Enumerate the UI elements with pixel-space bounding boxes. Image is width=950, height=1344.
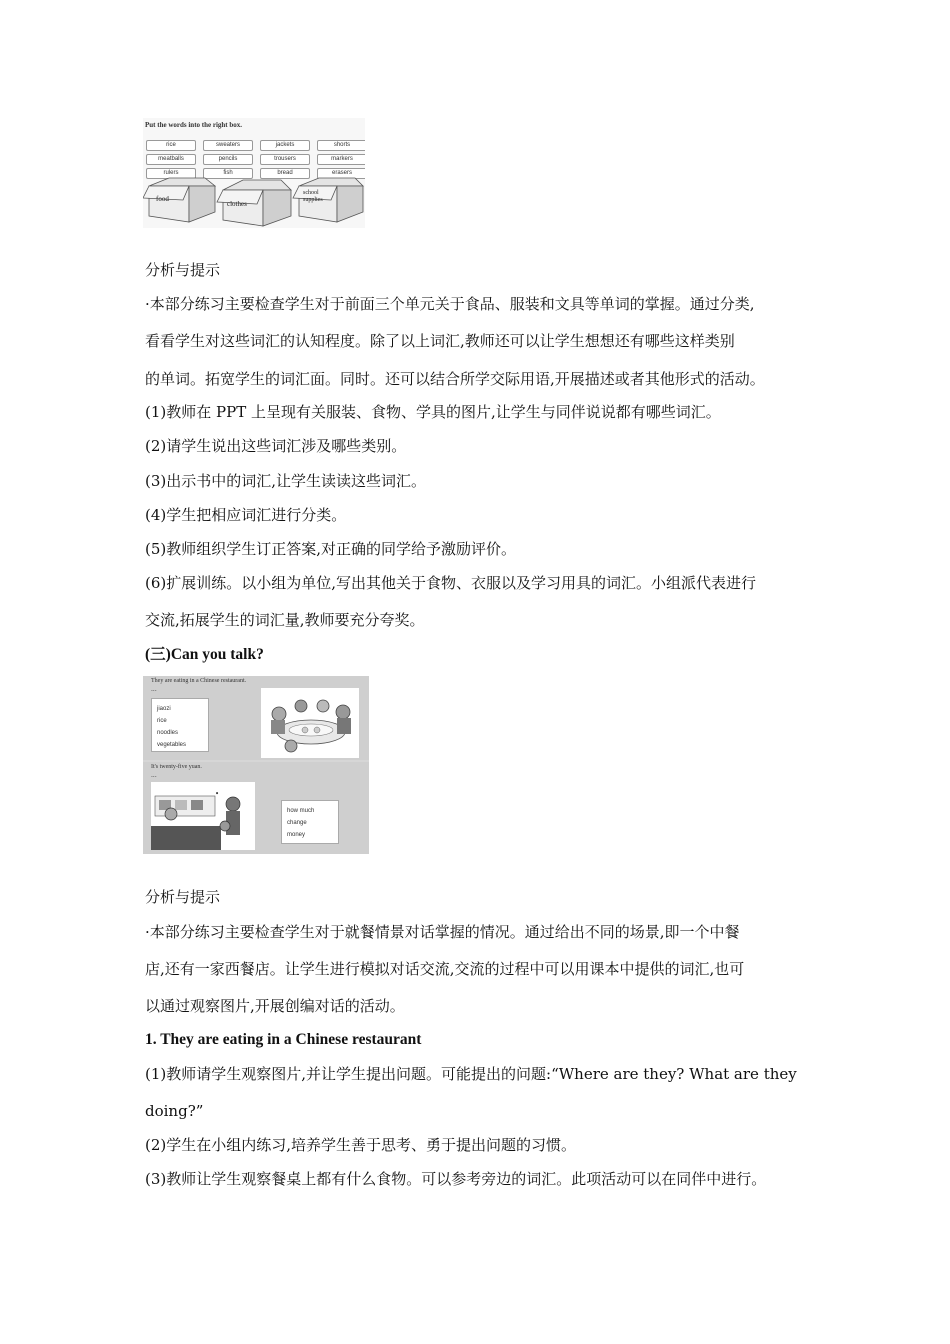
paragraph-line: 以通过观察图片,开展创编对话的活动。 bbox=[145, 997, 405, 1015]
word-item: money bbox=[287, 832, 306, 838]
word-card: pencils bbox=[203, 154, 253, 165]
step-item: (4)学生把相应词汇进行分类。 bbox=[145, 506, 347, 524]
shop-panel bbox=[143, 762, 369, 854]
word-item: vegetables bbox=[157, 742, 187, 748]
word-item: how much bbox=[287, 808, 315, 814]
food-word-list bbox=[151, 698, 209, 752]
box-label-supplies: supplies bbox=[303, 197, 323, 203]
cardboard-boxes-illustration bbox=[143, 176, 365, 228]
step-item: (1)教师请学生观察图片,并让学生提出问题。可能提出的问题:“Where are they? What are they bbox=[145, 1065, 797, 1083]
word-card: trousers bbox=[260, 154, 310, 165]
paragraph-line: 交流,拓展学生的词汇量,教师要充分夸奖。 bbox=[145, 611, 425, 629]
shopping-word-list bbox=[281, 800, 339, 844]
word-card: sweaters bbox=[203, 140, 253, 151]
word-card: rice bbox=[146, 140, 196, 151]
word-grid bbox=[146, 140, 364, 179]
word-item: noodles bbox=[157, 730, 179, 736]
ellipsis: ... bbox=[151, 686, 157, 693]
word-card: erasers bbox=[317, 168, 365, 179]
box-label-clothes: clothes bbox=[227, 200, 247, 208]
word-card: rulers bbox=[146, 168, 196, 179]
word-item: jiaozi bbox=[157, 706, 171, 712]
step-item: doing?” bbox=[145, 1102, 204, 1120]
restaurant-scene-illustration bbox=[261, 688, 359, 758]
step-item: (3)出示书中的词汇,让学生读读这些词汇。 bbox=[145, 472, 427, 490]
can-you-talk-figure bbox=[143, 676, 369, 854]
svg-text:•: • bbox=[215, 790, 220, 798]
analysis-heading: 分析与提示 bbox=[145, 261, 221, 279]
word-card: jackets bbox=[260, 140, 310, 151]
word-card: markers bbox=[317, 154, 365, 165]
word-item: change bbox=[287, 820, 307, 826]
step-item: (5)教师组织学生订正答案,对正确的同学给予激励评价。 bbox=[145, 540, 517, 558]
step-item: (6)扩展训练。以小组为单位,写出其他关于食物、衣服以及学习用具的词汇。小组派代表进行 bbox=[145, 574, 757, 592]
section-title: (三)Can you talk? bbox=[145, 646, 264, 663]
restaurant-panel bbox=[143, 676, 369, 760]
step-item: (2)学生在小组内练习,培养学生善于思考、勇于提出问题的习惯。 bbox=[145, 1136, 577, 1154]
category-boxes bbox=[143, 176, 365, 228]
family-dinner-illustration bbox=[261, 688, 359, 758]
panel-title: It's twenty-five yuan. bbox=[151, 764, 202, 770]
word-card: meatballs bbox=[146, 154, 196, 165]
word-sorting-figure bbox=[143, 118, 365, 228]
cashier-counter-illustration bbox=[151, 782, 255, 850]
paragraph-line: 店,还有一家西餐店。让学生进行模拟对话交流,交流的过程中可以用课本中提供的词汇,也可 bbox=[145, 960, 745, 978]
word-card: fish bbox=[203, 168, 253, 179]
step-item: (2)请学生说出这些词汇涉及哪些类别。 bbox=[145, 437, 407, 455]
analysis-heading: 分析与提示 bbox=[145, 888, 221, 906]
paragraph-line: 看看学生对这些词汇的认知程度。除了以上词汇,教师还可以让学生想想还有哪些这样类别 bbox=[145, 332, 735, 350]
paragraph-line: 的单词。拓宽学生的词汇面。同时。还可以结合所学交际用语,开展描述或者其他形式的活动。 bbox=[145, 370, 765, 388]
step-item: (3)教师让学生观察餐桌上都有什么食物。可以参考旁边的词汇。此项活动可以在同伴中进行。 bbox=[145, 1170, 767, 1188]
subsection-title: 1. They are eating in a Chinese restaurant bbox=[145, 1031, 422, 1048]
ellipsis: ... bbox=[151, 772, 157, 779]
word-card: bread bbox=[260, 168, 310, 179]
panel-title: They are eating in a Chinese restaurant. bbox=[151, 678, 247, 684]
figure-title: Put the words into the right box. bbox=[145, 121, 243, 129]
word-card: shorts bbox=[317, 140, 365, 151]
shop-scene-illustration bbox=[151, 782, 255, 850]
box-label-food: food bbox=[156, 195, 169, 203]
paragraph-line: ·本部分练习主要检查学生对于就餐情景对话掌握的情况。通过给出不同的场景,即一个中餐 bbox=[145, 923, 740, 941]
word-item: rice bbox=[157, 718, 167, 724]
step-item: (1)教师在 PPT 上呈现有关服装、食物、学具的图片,让学生与同伴说说都有哪些词汇。 bbox=[145, 403, 721, 421]
box-label-school: school bbox=[303, 190, 319, 196]
paragraph-line: ·本部分练习主要检查学生对于前面三个单元关于食品、服装和文具等单词的掌握。通过分类, bbox=[145, 295, 755, 313]
